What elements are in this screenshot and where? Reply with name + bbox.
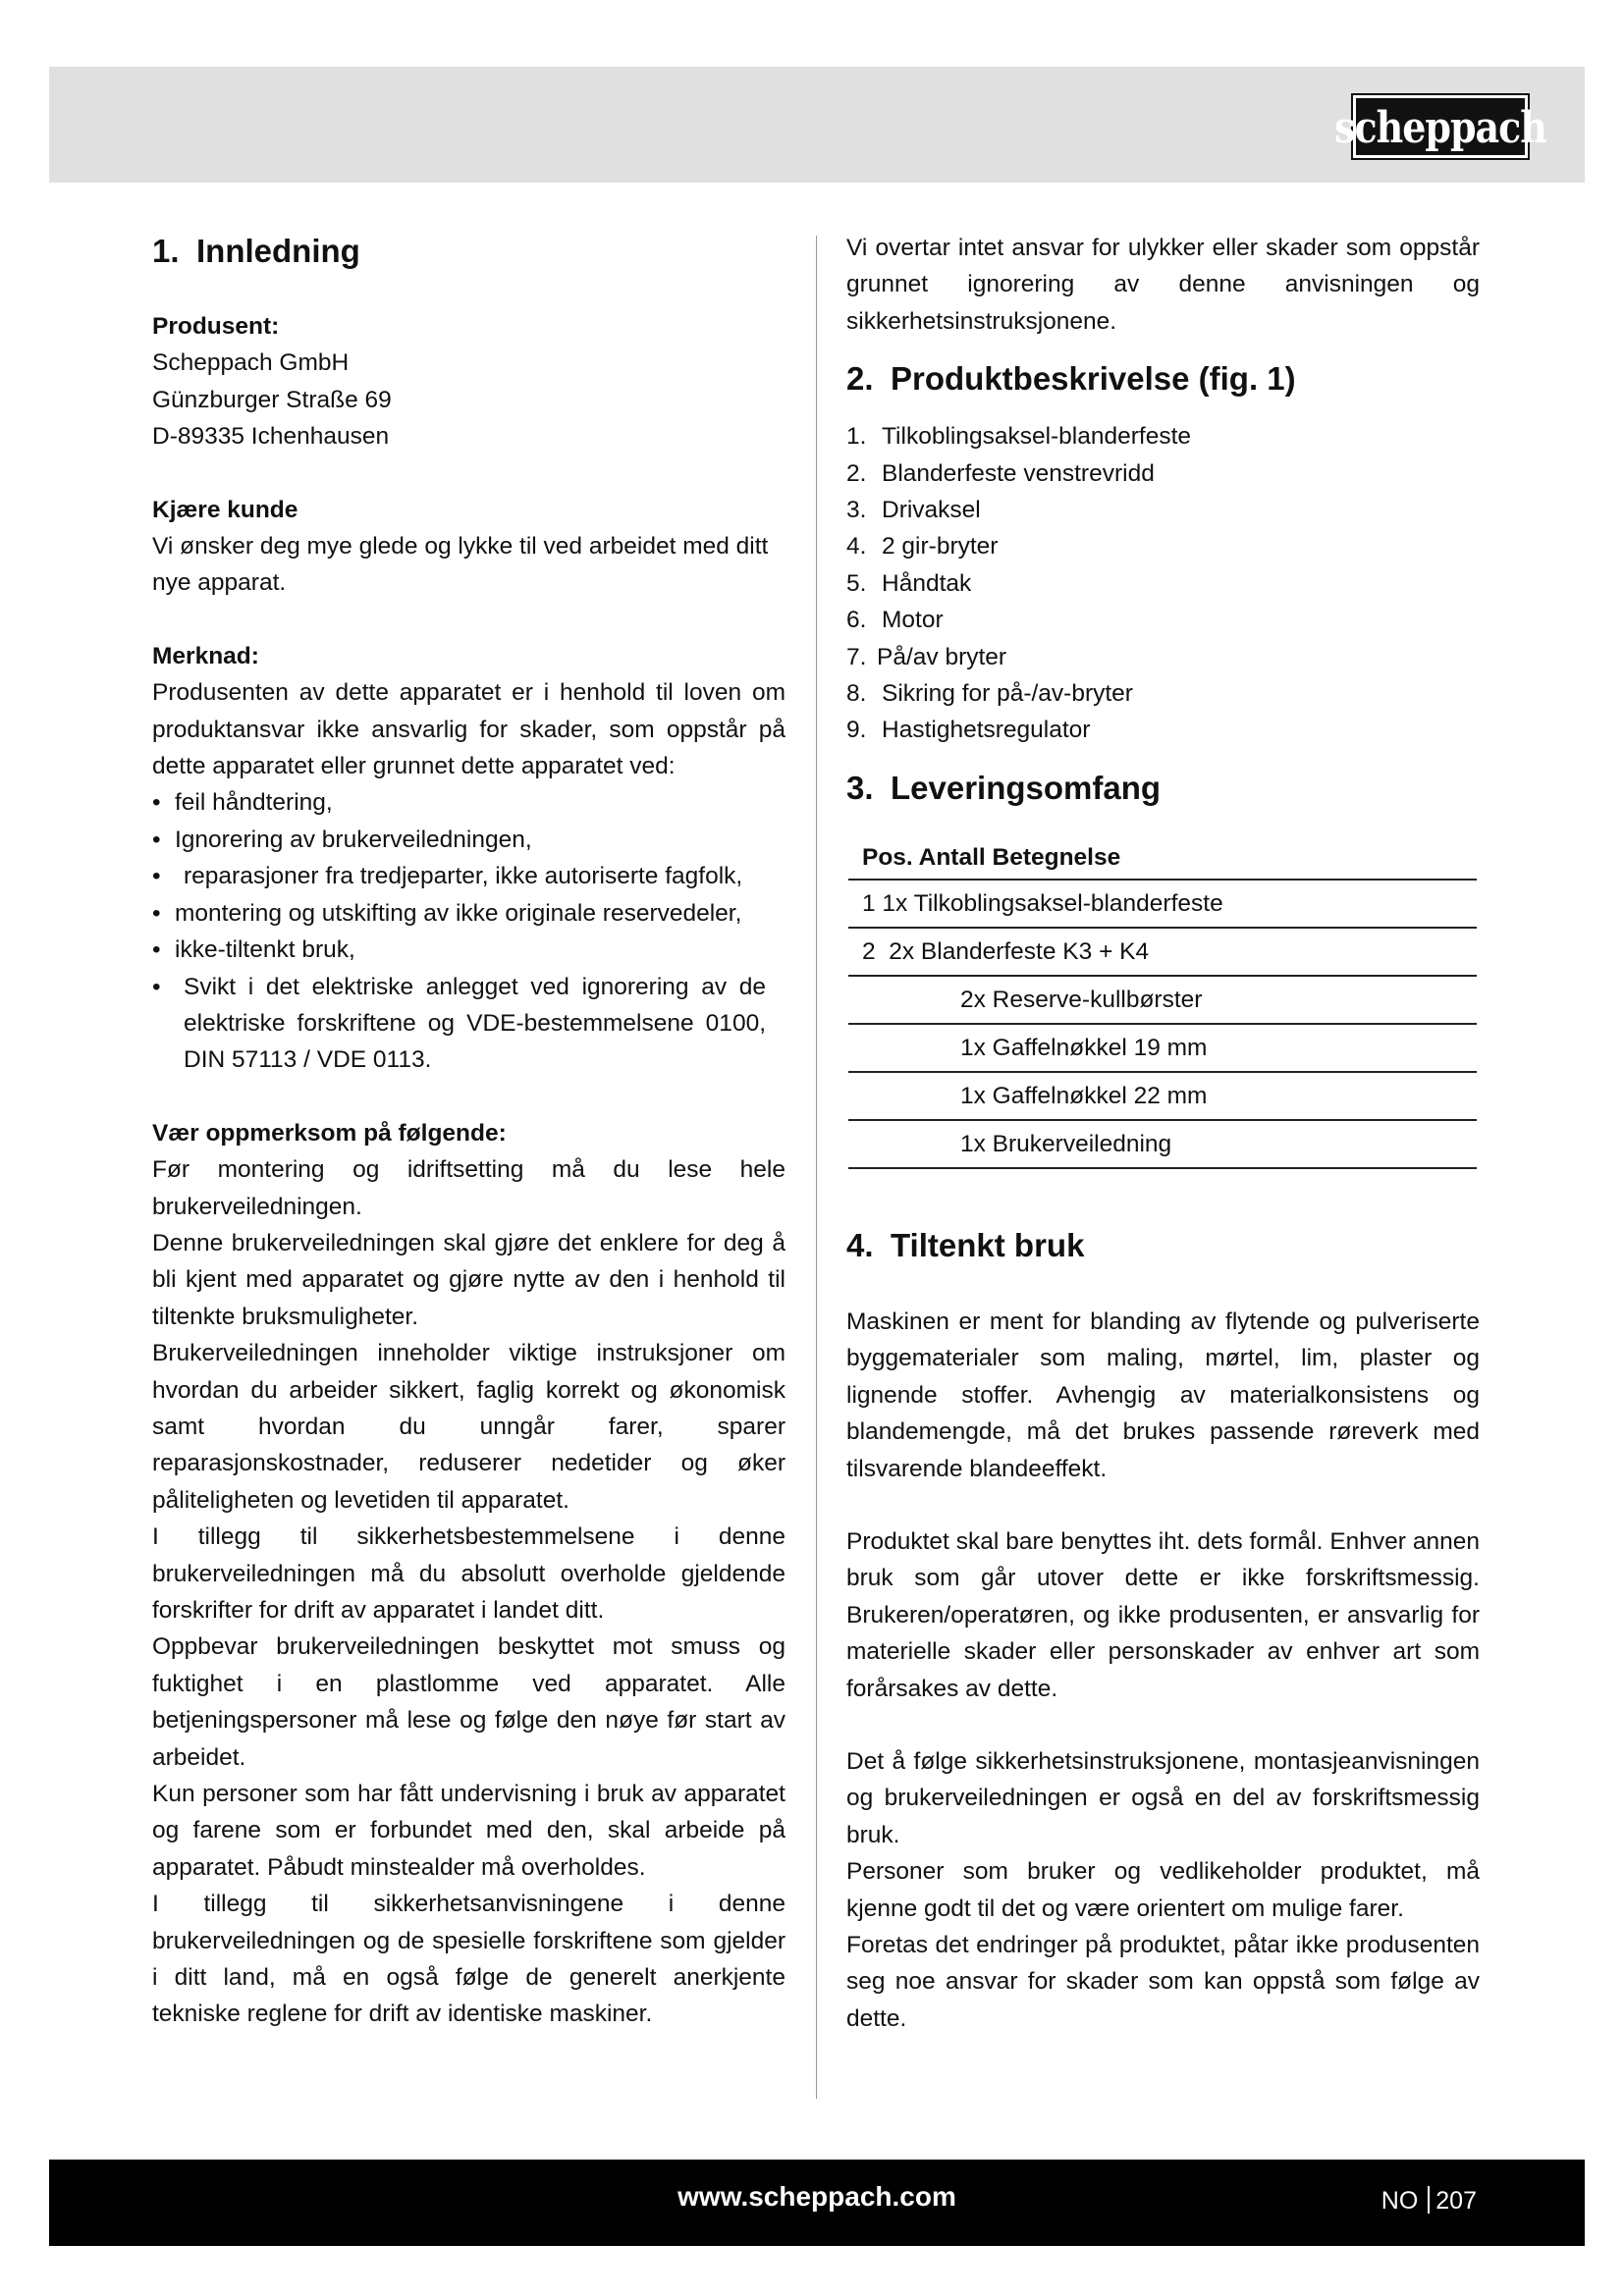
list-item: • Svikt i det elektriske anlegget ved ignorering av de elektriske forskriftene og VDE-bestemmelsene 0100, DIN 57113 / VDE 0113. [152,969,785,1079]
list-item: • feil håndtering, [152,784,785,821]
attention-paragraph: Oppbevar brukerveiledningen beskyttet mot smuss og fuktighet i en plastlomme ved apparatet. Alle betjeningspersoner må lese og følge den nøye før start av arbeidet. [152,1633,785,1771]
table-cell: 1x Gaffelnøkkel 19 mm [848,1024,1477,1072]
left-column [152,230,785,2033]
producer-line: Scheppach GmbH [152,349,350,377]
header-bar [49,67,1585,183]
list-item: 3. Drivaksel [846,497,981,524]
table-row [848,928,1477,976]
list-item: • reparasjoner fra tredjeparter, ikke autoriserte fagfolk, [152,858,785,894]
scheppach-logo [1334,93,1546,160]
list-item: 9. Hastighetsregulator [846,717,1091,744]
list-item: 5. Håndtak [846,569,972,597]
note-heading: Merknad: [152,642,259,669]
use-paragraph: Det å følge sikkerhetsinstruksjonene, montasjeanvisningen og brukerveiledningen er også en del av forskriftsmessig bruk. [846,1747,1480,1848]
producer-line: Günzburger Straße 69 [152,386,392,413]
list-item: 6. Motor [846,607,944,634]
use-paragraph: Foretas det endringer på produktet, påtar ikke produsenten seg noe ansvar for skader som kan oppstå som følge av dette. [846,1931,1480,2032]
parts-list [846,418,1480,749]
list-item: 8. Sikring for på-/av-bryter [846,680,1133,708]
section-number: 2. [846,360,874,398]
attention-paragraph: Før montering og idriftsetting må du lese hele brukerveiledningen. [152,1156,785,1220]
section-4-heading [846,1224,1480,1267]
logo-text: scheppach [1334,101,1546,152]
list-item: • montering og utskifting av ikke originale reservedeler, [152,895,785,932]
section-title: Leveringsomfang [891,769,1162,806]
section-number: 1. [152,233,180,269]
table-row [848,880,1477,928]
producer-line: D-89335 Ichenhausen [152,423,390,451]
page-number [1381,2187,1477,2216]
table-cell: 1x Gaffelnøkkel 22 mm [848,1072,1477,1120]
delivery-table [848,828,1477,1169]
list-item: 4. 2 gir-bryter [846,533,999,561]
language-code: NO [1380,2187,1419,2215]
section-title: Innledning [196,233,360,269]
footer-bar [49,2160,1585,2246]
page-num: 207 [1435,2187,1477,2215]
right-column [846,230,1480,2037]
use-paragraph: Produktet skal bare benyttes iht. dets formål. Enhver annen bruk som går utover dette er ikke forskriftsmessig. Brukeren/operatøren, og ikke produsenten, er ansvarlig for materielle skader eller personskader av enhver art som forårsakes av dette. [846,1527,1480,1702]
table-row [848,976,1477,1024]
section-number: 3. [846,769,874,806]
list-item: • Ignorering av brukerveiledningen, [152,822,785,858]
column-divider [816,236,817,2099]
list-item: 2. Blanderfeste venstrevridd [846,459,1155,487]
dear-text: Vi ønsker deg mye glede og lykke til ved arbeidet med ditt nye apparat. [152,533,769,597]
table-row [848,1120,1477,1168]
section-3-heading [846,767,1480,810]
table-cell: 1x Brukerveiledning [848,1120,1477,1168]
attention-paragraph: Denne brukerveiledningen skal gjøre det enklere for deg å bli kjent med apparatet og gjøre nytte av den i henhold til tiltenkte bruksmuligheter. [152,1229,785,1330]
list-item: 7. På/av bryter [846,643,1007,670]
section-1-heading [152,230,785,273]
dear-heading: Kjære kunde [152,496,298,523]
table-row [848,1024,1477,1072]
table-header: Pos. Antall Betegnelse [848,828,1477,880]
list-item: • ikke-tiltenkt bruk, [152,932,785,968]
liability-text: Vi overtar intet ansvar for ulykker eller skader som oppstår grunnet ignorering av denne anvisningen og sikkerhetsinstruksjonene. [846,235,1480,335]
footer-url[interactable]: www.scheppach.com [677,2181,956,2212]
table-header-row [848,828,1477,880]
attention-paragraph: I tillegg til sikkerhetsanvisningene i denne brukerveiledningen og de spesielle forskriftene som gjelder i ditt land, må en også følge de generelt anerkjente tekniske reglene for drift av identiske maskiner. [152,1891,785,2028]
table-cell: 2x Reserve-kullbørster [848,976,1477,1024]
attention-heading: Vær oppmerksom på følgende: [152,1119,507,1147]
note-list [152,784,785,1078]
table-cell: 2 2x Blanderfeste K3 + K4 [848,928,1477,976]
attention-paragraph: I tillegg til sikkerhetsbestemmelsene i denne brukerveiledningen må du absolutt overholde gjeldende forskrifter for drift av apparatet i landet ditt. [152,1523,785,1624]
attention-paragraph: Kun personer som har fått undervisning i bruk av apparatet og farene som er forbundet med den, skal arbeide på apparatet. Påbudt minstealder må overholdes. [152,1781,785,1881]
use-paragraph: Maskinen er ment for blanding av flytende og pulveriserte byggematerialer som maling, mørtel, lim, plaster og lignende stoffer. Avhengig av materialkonsistens og blandemengde, må det brukes passende røreverk med tilsvarende blandeeffekt. [846,1308,1480,1482]
section-title: Tiltenkt bruk [891,1226,1085,1263]
list-item: 1. Tilkoblingsaksel-blanderfeste [846,423,1192,451]
note-text: Produsenten av dette apparatet er i henhold til loven om produktansvar ikke ansvarlig for skader, som oppstår på dette apparatet eller grunnet dette apparatet ved: [152,679,785,780]
section-title: Produktbeskrivelse (fig. 1) [891,360,1296,398]
section-2-heading [846,357,1480,400]
use-paragraph: Personer som bruker og vedlikeholder produktet, må kjenne godt til det og være orientert om mulige farer. [846,1858,1480,1922]
section-number: 4. [846,1226,874,1263]
table-cell: 1 1x Tilkoblingsaksel-blanderfeste [848,880,1477,928]
producer-heading: Produsent: [152,313,280,340]
attention-paragraph: Brukerveiledningen inneholder viktige instruksjoner om hvordan du arbeider sikkert, faglig korrekt og økonomisk samt hvordan du unngår farer, sparer reparasjonskostnader, reduserer nedetider og øker påliteligheten og levetiden til apparatet. [152,1340,785,1514]
table-row [848,1072,1477,1120]
